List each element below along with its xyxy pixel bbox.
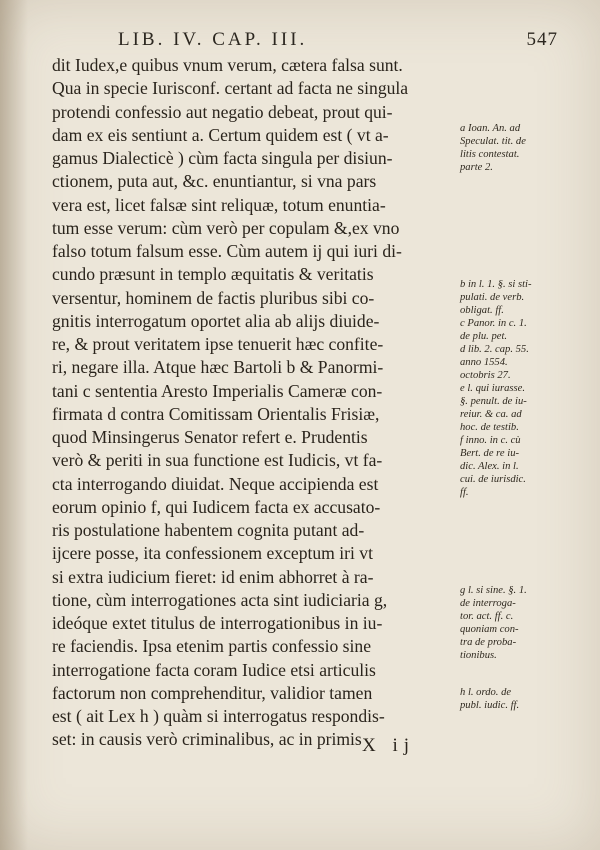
margin-note-line: quoniam con-: [460, 624, 519, 635]
margin-note-line: octobris 27.: [460, 370, 511, 381]
margin-note-line: de interroga-: [460, 598, 516, 609]
margin-note-line: cui. de iurisdic.: [460, 474, 526, 485]
text-line: verò & periti in sua functione est Iudicis, vt fa-: [52, 450, 383, 471]
margin-note-line: e l. qui iurasse.: [460, 383, 526, 394]
text-line: firmata d contra Comitissam Orientalis Frisiæ,: [52, 403, 380, 424]
text-line: dit Iudex,e quibus vnum verum, cætera falsa sunt.: [52, 55, 403, 75]
margin-note-line: tionibus.: [460, 650, 497, 661]
text-line: ijcere posse, ita confessionem exceptum iri vt: [52, 543, 373, 564]
margin-note-line: b in l. 1. §. si sti-: [460, 279, 532, 290]
page-header: [118, 29, 558, 53]
text-line: cundo præsunt in templo æquitatis & veritatis: [52, 264, 374, 285]
running-head: LIB. IV. CAP. III.: [118, 29, 308, 50]
text-line: gnitis interrogatum oportet alia ab alijs diuide-: [52, 310, 380, 331]
text-line: dam ex eis sentiunt a. Certum quidem est ( vt a-: [52, 124, 389, 145]
margin-note-line: a Ioan. An. ad: [460, 123, 521, 134]
text-line: protendi confessio aut negatio debeat, prout qui-: [52, 101, 393, 122]
text-line: quod Minsingerus Senator refert e. Prudentis: [52, 427, 368, 447]
margin-note-line: h l. ordo. de: [460, 687, 512, 698]
text-line: ri, negare illa. Atque hæc Bartoli b & Panormi-: [52, 357, 384, 378]
margin-note: [460, 686, 588, 712]
margin-note-line: Bert. de re iu-: [460, 448, 520, 459]
text-line: vera est, licet falsæ sint reliquæ, totum enuntia-: [52, 194, 386, 215]
text-line: ris postulatione habentem cognita putant ad-: [52, 520, 365, 540]
margin-note-line: parte 2.: [460, 162, 493, 173]
page-number: 547: [526, 29, 558, 50]
margin-note: [460, 278, 588, 499]
margin-note-line: publ. iudic. ff.: [460, 700, 520, 711]
margin-note: [460, 584, 588, 662]
text-line: ctionem, puta aut, &c. enuntiantur, si vna pars: [52, 171, 377, 192]
margin-note-line: litis contestat.: [460, 149, 520, 160]
text-line: si extra iudicium fieret: id enim abhorret à ra-: [52, 566, 374, 587]
margin-note-line: g l. si sine. §. 1.: [460, 585, 527, 596]
text-line: tani c sententia Aresto Imperialis Cameræ con-: [52, 380, 383, 401]
signature-mark: X ij: [362, 735, 416, 756]
margin-note-line: reiur. & ca. ad: [460, 409, 522, 420]
margin-note-line: d lib. 2. cap. 55.: [460, 344, 529, 355]
margin-note-line: de plu. pet.: [460, 331, 508, 342]
margin-note: [460, 122, 588, 174]
text-line: tione, cùm interrogationes acta sint iudiciaria g,: [52, 589, 388, 610]
text-line: factorum non comprehenditur, validior tamen: [52, 682, 373, 703]
margin-note-line: pulati. de verb.: [460, 292, 525, 303]
text-line: versentur, hominem de factis pluribus sibi co-: [52, 287, 375, 308]
text-line: re faciendis. Ipsa etenim partis confessio sine: [52, 636, 372, 657]
text-line: interrogatione facta coram Iudice etsi articulis: [52, 659, 376, 680]
text-line: set: in causis verò criminalibus, ac in primis: [52, 729, 362, 750]
gutter-shadow: [0, 0, 28, 850]
margin-note-line: obligat. ff.: [460, 305, 504, 316]
text-line: falso totum falsum esse. Cùm autem ij qui iuri di-: [52, 241, 402, 261]
text-line: cta interrogando diuidat. Neque accipienda est: [52, 473, 379, 494]
text-line: eorum opinio f, qui Iudicem facta ex accusato-: [52, 496, 381, 517]
main-text-block: [52, 54, 462, 752]
margin-note-line: Speculat. tit. de: [460, 136, 526, 147]
margin-note-line: hoc. de testib.: [460, 422, 519, 433]
text-line: tum esse verum: cùm verò per copulam &,ex vno: [52, 217, 400, 238]
margin-note-line: anno 1554.: [460, 357, 508, 368]
margin-note-line: f inno. in c. cù: [460, 435, 521, 446]
margin-note-line: tor. act. ff. c.: [460, 611, 514, 622]
margin-note-line: tra de proba-: [460, 637, 517, 648]
margin-note-line: dic. Alex. in l.: [460, 461, 519, 472]
margin-note-line: c Panor. in c. 1.: [460, 318, 527, 329]
text-line: re, & prout veritatem ipse tenuerit hæc confite-: [52, 334, 384, 354]
text-line: gamus Dialecticè ) cùm facta singula per disiun-: [52, 148, 393, 168]
margin-note-line: ff.: [460, 487, 469, 498]
margin-note-line: §. penult. de iu-: [460, 396, 527, 407]
text-line: Qua in specie Iurisconf. certant ad facta ne singula: [52, 78, 409, 99]
text-line: ideóque extet titulus de interrogationibus in iu-: [52, 613, 383, 633]
text-line: est ( ait Lex h ) quàm si interrogatus respondis-: [52, 706, 385, 726]
